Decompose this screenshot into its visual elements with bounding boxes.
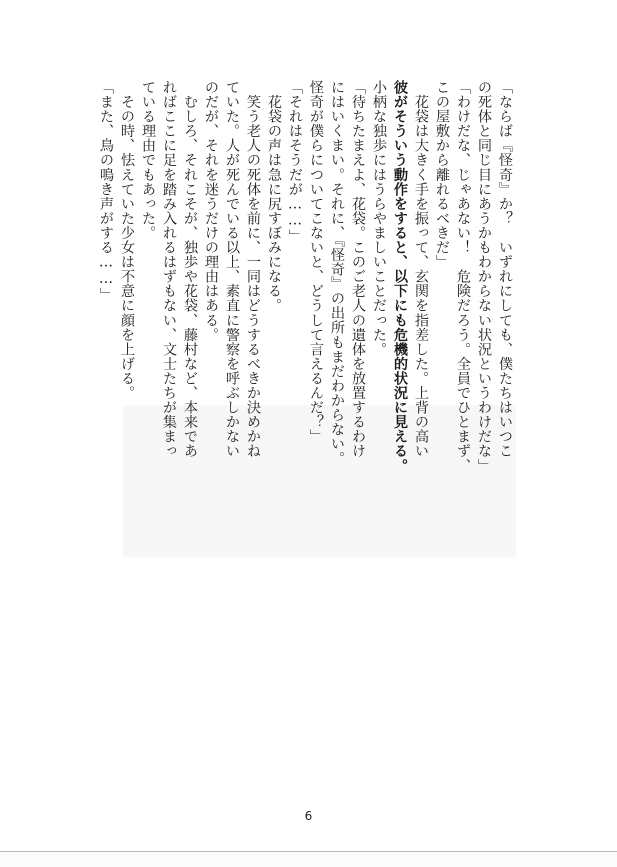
text-line-9: にはいくまい。それに、『怪奇』の出所もまだわからない。 — [329, 80, 345, 466]
text-line-19: その時、怯えていた少女は不意に顔を上げる。 — [119, 80, 135, 401]
text-line-3: 「わけだな、じゃあない！ 危険だろう。全員でひとまず、 — [455, 80, 471, 473]
text-line-6: 彼がそういう動作をすると、以下にも危機的状況に見える。 — [392, 80, 408, 473]
text-line-14: ていた。人が死んでいる以上、素直に警察を呼ぶしかない — [224, 80, 240, 459]
text-line-5: 花袋は大きく手を振って、玄関を指差した。上背の高い — [413, 80, 429, 459]
text-line-13: 笑う老人の死体を前に、一同はどうするべきか決めかね — [245, 80, 261, 459]
text-line-15: のだが、それを迷うだけの理由はある。 — [203, 80, 219, 342]
text-line-17: ればここに足を踏み入れるはずもない、文士たちが集まっ — [161, 80, 177, 459]
text-line-1: 「ならば『怪奇』か？ いずれにしても、僕たちはいつこ — [497, 80, 513, 459]
text-line-4: この屋敷から離れるべきだ」 — [434, 80, 450, 270]
text-line-10: 怪奇が僕らについてこないと、どうして言えるんだ？」 — [308, 80, 324, 444]
bottom-band — [0, 852, 617, 867]
page-number: 6 — [304, 809, 313, 823]
text-line-11: 「それはそうだが……」 — [287, 80, 303, 244]
text-line-20: 「また、鳥の鳴き声がする……」 — [98, 80, 114, 302]
text-line-12: 花袋の声は急に尻すぼみになる。 — [266, 80, 282, 313]
text-line-16: むしろ、それこそが、独歩や花袋、藤村など、本来であ — [182, 80, 198, 459]
vertical-text-body — [95, 80, 515, 480]
text-line-8: 「待ちたまえよ、花袋。このご老人の遺体を放置するわけ — [350, 80, 366, 459]
text-line-2: の死体と同じ目にあうかもわからない状況というわけだな」 — [476, 80, 492, 473]
text-line-7: 小柄な独歩にはうらやましいことだった。 — [371, 80, 387, 357]
text-line-18: ている理由でもあった。 — [140, 80, 156, 241]
